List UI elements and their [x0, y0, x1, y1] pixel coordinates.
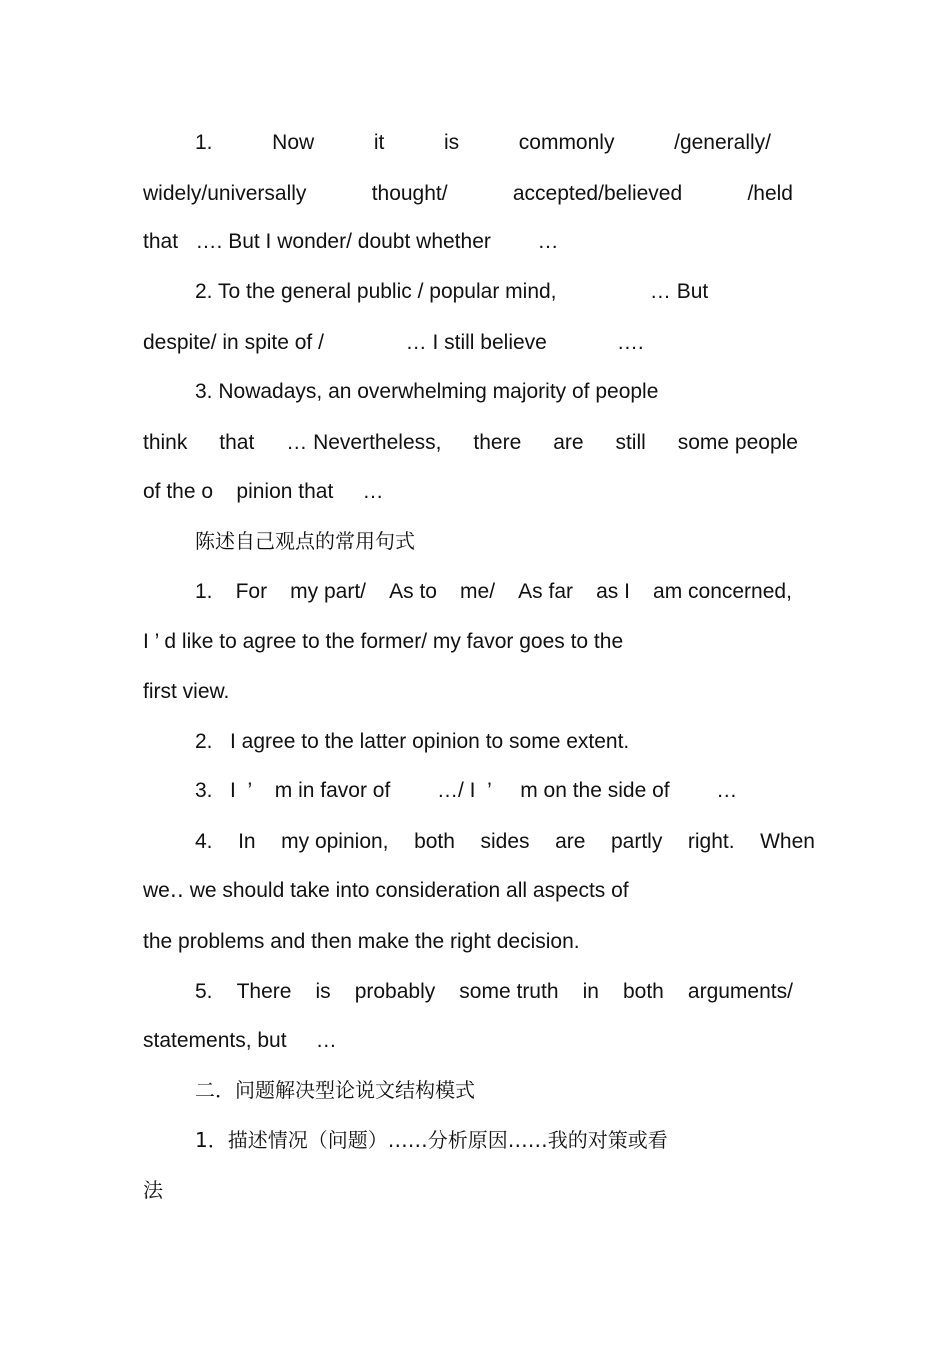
- word: it: [373, 131, 385, 154]
- word: my opinion,: [281, 830, 389, 853]
- text-line: [143, 181, 793, 207]
- text-line: despite/ in spite of / … I still believe ….: [143, 331, 644, 354]
- word: think: [143, 431, 188, 454]
- text-line: 2. I agree to the latter opinion to some extent.: [195, 730, 630, 753]
- text-line: [195, 579, 792, 605]
- text-line: 法: [143, 1178, 163, 1202]
- word: … Nevertheless,: [286, 431, 442, 454]
- text-line: that …. But I wonder/ doubt whether …: [143, 230, 559, 253]
- word: 5.: [195, 980, 213, 1003]
- text-line: the problems and then make the right decision.: [143, 930, 580, 953]
- word: some truth: [459, 980, 559, 1003]
- text-line: 3. I ’ m in favor of …/ I ’ m on the side of …: [195, 779, 738, 802]
- text-line: statements, but …: [143, 1029, 337, 1052]
- word: are: [555, 830, 586, 853]
- word: right.: [687, 830, 735, 853]
- section-heading: 二．问题解决型论说文结构模式: [195, 1078, 475, 1102]
- word: /generally/: [674, 131, 771, 154]
- word: is: [315, 980, 331, 1003]
- word: 1.: [195, 580, 213, 603]
- word: When: [760, 830, 815, 853]
- word: In: [238, 830, 256, 853]
- word: For: [235, 580, 268, 603]
- word: widely/universally: [143, 182, 307, 205]
- word: there: [473, 431, 522, 454]
- text-line: 1．描述情况（问题）……分析原因……我的对策或看: [195, 1128, 668, 1152]
- word: both: [414, 830, 455, 853]
- word: /held: [747, 182, 793, 205]
- text-line: 3. Nowadays, an overwhelming majority of people: [195, 380, 659, 403]
- word: There: [236, 980, 292, 1003]
- word: probably: [354, 980, 436, 1003]
- text-line: 2. To the general public / popular mind, … But: [195, 280, 709, 303]
- word: arguments/: [687, 980, 793, 1003]
- word: 4.: [195, 830, 213, 853]
- section-heading: 陈述自己观点的常用句式: [195, 529, 415, 553]
- text-line: of the o pinion that …: [143, 480, 384, 503]
- word: partly: [610, 830, 663, 853]
- text-line: [195, 829, 815, 855]
- word: still: [615, 431, 646, 454]
- word: as I: [596, 580, 630, 603]
- word: me/: [460, 580, 496, 603]
- word: commonly: [518, 131, 615, 154]
- word: is: [443, 131, 460, 154]
- word: thought/: [371, 182, 448, 205]
- word: are: [553, 431, 584, 454]
- text-line: I ’ d like to agree to the former/ my favor goes to the: [143, 630, 624, 653]
- word: in: [582, 980, 599, 1003]
- text-line: we‥ we should take into consideration all aspects of: [143, 879, 629, 902]
- text-line: [195, 130, 771, 156]
- word: Now: [272, 131, 315, 154]
- word: both: [622, 980, 664, 1003]
- word: that: [219, 431, 255, 454]
- word: sides: [480, 830, 530, 853]
- word: 1.: [195, 131, 213, 154]
- word: As to: [389, 580, 437, 603]
- text-line: [195, 979, 793, 1005]
- word: am concerned,: [653, 580, 792, 603]
- word: As far: [518, 580, 573, 603]
- word: accepted/believed: [512, 182, 683, 205]
- word: some people: [677, 431, 798, 454]
- text-line: first view.: [143, 680, 230, 703]
- text-line: [143, 430, 798, 456]
- word: my part/: [290, 580, 367, 603]
